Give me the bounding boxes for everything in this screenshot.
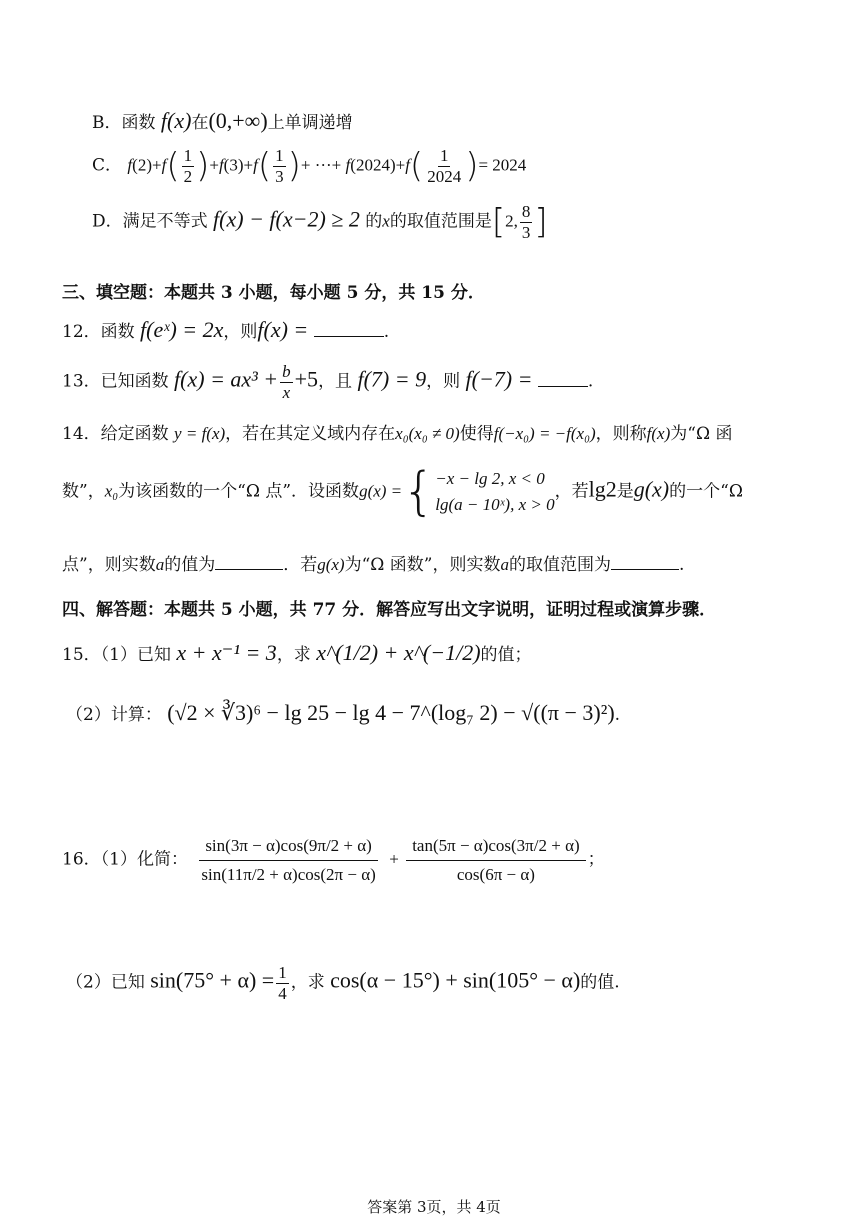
q14-case-2: lg(a − 10ˣ), x > 0 bbox=[435, 495, 555, 514]
q12-expr-2: f(x) = bbox=[257, 317, 309, 342]
q14-text-2g: 是 bbox=[616, 481, 634, 502]
page-footer: 答案第 3页，共 4页 bbox=[367, 1198, 501, 1216]
q15-p2-label: （2）计算： bbox=[66, 705, 162, 725]
q15-p2-expr: (√2 × ∛3)⁶ − lg 25 − lg 4 − 7^(log₇ 2) − √((π − 3)²) bbox=[167, 700, 615, 725]
q13-text: 已知函数 bbox=[100, 371, 169, 392]
q14-text-3c: 的值为 bbox=[164, 555, 216, 575]
q12-text: 函数 bbox=[100, 322, 135, 342]
q16-frac1-numerator: sin(3π − α)cos(9π/2 + α) bbox=[199, 832, 378, 861]
q15-number: 15． bbox=[62, 645, 101, 665]
question-14-line-1 bbox=[62, 424, 732, 444]
q14-text-1f: f(−x₀) = −f(x₀) bbox=[493, 424, 596, 443]
q14-number: 14． bbox=[62, 424, 101, 444]
q14-text-1g: ，则称 bbox=[595, 424, 647, 444]
q14-text-2i: 的一个“Ω bbox=[669, 481, 743, 502]
question-14-line-3 bbox=[62, 555, 684, 575]
q16-frac1-denominator: sin(11π/2 + α)cos(2π − α) bbox=[201, 864, 376, 884]
q16-p2-expr: sin(75° + α) = bbox=[150, 967, 275, 993]
option-b-text-3: 上单调递增 bbox=[267, 113, 353, 133]
q16-p2-label: （2）已知 bbox=[66, 972, 145, 993]
q14-text-2h: g(x) bbox=[633, 476, 670, 502]
q14-text-2a: 数”， bbox=[62, 481, 105, 502]
option-b-interval: (0,+∞) bbox=[208, 108, 268, 133]
q14-text-2e: ，若 bbox=[554, 481, 589, 502]
q12-text-2: ，则 bbox=[223, 322, 258, 342]
q14-text-1c: ，若在其定义域内存在 bbox=[225, 424, 396, 444]
q15-p1-label: （1）已知 bbox=[100, 645, 171, 665]
question-16-part-1: 16．（1）化简： $\frac{\sin(3\pi - \alpha)\cos(9\pi/2 + \alpha)}{\sin(11\pi/2 + \alpha)\cos(2\pi - \alpha)}$ + $\frac{\tan(5\pi - \alpha)\cos(3\pi/2 + \alpha)}{\cos(6\pi - \alpha)}$ ； bbox=[62, 832, 605, 888]
question-12 bbox=[62, 317, 389, 343]
option-d-range-frac: $\frac{8}{3}$ bbox=[521, 202, 531, 242]
q13-ask: f(−7) = bbox=[465, 366, 533, 392]
q16-p1-end: ； bbox=[587, 849, 605, 870]
question-15-part-2 bbox=[66, 700, 620, 726]
q14-text-1a: 给定函数 bbox=[100, 424, 169, 444]
q13-text-2: ，且 bbox=[318, 371, 353, 392]
q16-p2-value: $\frac{1}{4}$ bbox=[278, 963, 287, 1003]
q14-text-2f: lg2 bbox=[588, 476, 617, 502]
q13-end: . bbox=[587, 371, 594, 392]
option-d-text: 满足不等式 bbox=[122, 211, 208, 232]
q14-text-3h: 的取值范围为 bbox=[508, 555, 611, 575]
question-13 bbox=[62, 362, 593, 402]
q16-number: 16． bbox=[62, 849, 101, 870]
section-3-heading: 三、填空题：本题共 3 小题，每小题 5 分，共 15 分． bbox=[62, 283, 485, 303]
question-16-part-2 bbox=[66, 963, 620, 1003]
q12-expr: f(eˣ) = 2x bbox=[140, 317, 224, 342]
question-15-part-1 bbox=[62, 640, 532, 666]
option-c-frac-2024: $\frac{1}{2024}$ bbox=[427, 146, 462, 186]
option-c-rhs: = 2024 bbox=[478, 155, 527, 175]
q15-p1-end: 的值； bbox=[480, 645, 532, 665]
q13-plus5: +5 bbox=[294, 366, 319, 392]
q14-text-1d: x₀(x₀ ≠ 0) bbox=[395, 424, 460, 443]
q14-text-2c: 为该函数的一个“Ω 点”．设函数 bbox=[118, 481, 360, 502]
option-c-frac-third: $\frac{1}{3}$ bbox=[275, 146, 284, 186]
option-c: C． f(2)+f( $\frac{1}{2}$ )+f(3)+f( $\frac{1}{3}$ )+ ···+ f(2024)+f( $\frac{1}{2024}$ )= 2024 bbox=[92, 146, 527, 187]
q14-text-1b: y = f(x) bbox=[174, 424, 226, 443]
q14-text-3i: . bbox=[678, 555, 685, 575]
q16-p2-text: ，求 bbox=[290, 972, 325, 993]
option-c-n2: 2 bbox=[137, 155, 147, 175]
q13-frac: $\frac{b}{x}$ bbox=[282, 362, 291, 402]
q15-p1-text: ，求 bbox=[276, 645, 311, 665]
q16-p2-ask: cos(α − 15°) + sin(105° − α) bbox=[330, 967, 581, 993]
option-b-label: B． bbox=[92, 113, 122, 133]
option-d-label: D． bbox=[92, 211, 123, 232]
q14-text-1h: f(x) bbox=[646, 424, 671, 443]
q14-text-2b: x₀ bbox=[104, 481, 119, 501]
option-c-frac-half: $\frac{1}{2}$ bbox=[183, 146, 193, 186]
option-d-range-left: 2, bbox=[505, 211, 518, 231]
q13-number: 13． bbox=[62, 371, 101, 392]
q13-text-3: ，则 bbox=[426, 371, 461, 392]
q16-fraction-1 bbox=[195, 832, 381, 888]
q15-p1-ask: x^(1/2) + x^(−1/2) bbox=[316, 640, 481, 665]
option-d-inequality: f(x) − f(x−2) ≥ 2 bbox=[213, 206, 360, 232]
q16-frac2-denominator: cos(6π − α) bbox=[456, 864, 535, 884]
q14-case-1: −x − lg 2, x < 0 bbox=[435, 468, 545, 488]
q12-number: 12． bbox=[62, 322, 101, 342]
option-c-dots: + ···+ bbox=[300, 155, 342, 175]
q14-text-1e: 使得 bbox=[459, 424, 494, 444]
q15-p1-expr: x + x⁻¹ = 3 bbox=[176, 640, 277, 665]
q14-answer-blank-2[interactable] bbox=[611, 568, 679, 570]
option-d: D．满足不等式 f(x) − f(x−2) ≥ 2 的x的取值范围是[2, $\frac{8}{3}$ ] bbox=[92, 202, 548, 243]
q16-fraction-2 bbox=[406, 832, 585, 888]
q16-frac2-numerator: tan(5π − α)cos(3π/2 + α) bbox=[406, 832, 585, 861]
question-14-line-2: 数”，x₀为该函数的一个“Ω 点”．设函数g(x) ={ −x − lg 2, x < 0 lg(a − 10ˣ), x > 0 ，若lg2是g(x)的一个“Ω bbox=[62, 462, 743, 522]
q14-text-3f: 为“Ω 函数”，则实数 bbox=[344, 555, 501, 575]
q14-text-3d: ．若 bbox=[283, 555, 318, 575]
q12-answer-blank[interactable] bbox=[314, 335, 384, 337]
option-d-var: x bbox=[382, 211, 390, 231]
q14-text-1i: 为“Ω 函 bbox=[670, 424, 733, 444]
q14-text-3e: g(x) bbox=[317, 555, 345, 574]
q16-p1-label: （1）化简： bbox=[100, 849, 188, 870]
q14-text-3a: 点”，则实数 bbox=[62, 555, 156, 575]
option-b-text-2: 在 bbox=[191, 113, 209, 133]
option-d-text-2: 的 bbox=[365, 211, 383, 232]
q14-piecewise bbox=[435, 469, 554, 516]
q14-g-def: g(x) = bbox=[359, 481, 403, 501]
option-b bbox=[92, 108, 353, 134]
option-c-label: C． bbox=[92, 155, 123, 176]
q14-answer-blank-1[interactable] bbox=[215, 568, 283, 570]
option-b-function: f(x) bbox=[160, 108, 192, 133]
q12-end: . bbox=[383, 322, 390, 342]
q13-expr: f(x) = ax³ + bbox=[174, 366, 279, 392]
option-d-text-3: 的取值范围是 bbox=[389, 211, 492, 232]
option-b-text: 函数 bbox=[121, 113, 156, 133]
q14-text-3b: a bbox=[155, 555, 165, 574]
section-4-heading: 四、解答题：本题共 5 小题，共 77 分．解答应写出文字说明，证明过程或演算步骤． bbox=[62, 600, 717, 620]
q13-condition: f(7) = 9 bbox=[357, 366, 427, 392]
option-c-term-1: f bbox=[127, 155, 133, 175]
q14-text-3g: a bbox=[500, 555, 509, 574]
q15-p2-end: . bbox=[614, 705, 621, 725]
q13-answer-blank[interactable] bbox=[538, 385, 588, 387]
q16-p2-end: 的值. bbox=[580, 972, 620, 993]
